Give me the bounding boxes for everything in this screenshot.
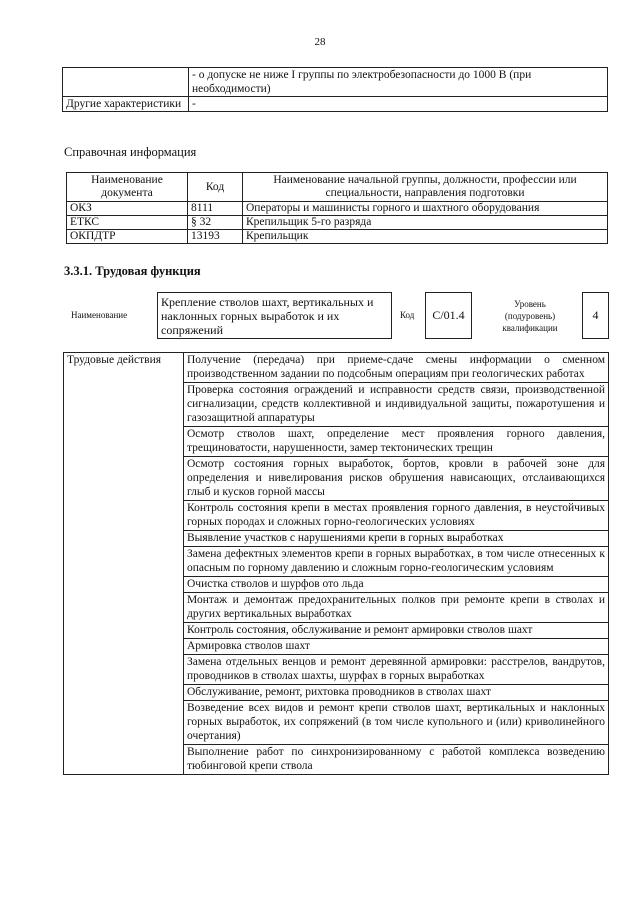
labor-action: Контроль состояния крепи в местах проявления горного давления, в неустойчивых горных породах и сложных горно-геологических условиях: [184, 501, 609, 531]
table-row: [67, 216, 608, 230]
table-cell: 8111: [188, 202, 243, 216]
labor-actions-table: [63, 352, 609, 775]
name-label: Наименование: [71, 310, 128, 320]
labor-action: Выявление участков с нарушениями крепи в горных выработках: [184, 531, 609, 547]
function-code-value: С/01.4: [432, 308, 465, 322]
labor-action: Возведение всех видов и ремонт крепи стволов шахт, вертикальных и наклонных горных выработок, их сопряжений (в том числе купольного и (или) криволинейного очертания): [184, 701, 609, 745]
table-row: [63, 68, 608, 97]
level-value: 4: [592, 308, 599, 322]
table-cell: ЕТКС: [67, 216, 188, 230]
table-cell: § 32: [188, 216, 243, 230]
code-label: Код: [400, 310, 415, 320]
table-row: [67, 202, 608, 216]
labor-action: Замена отдельных венцов и ремонт деревянной армировки: расстрелов, вандрутов, проводников в стволах шахты, шурфах в горных выработках: [184, 655, 609, 685]
labor-action: Выполнение работ по синхронизированному с работой комплекса возведению тюбинговой крепи ствола: [184, 745, 609, 775]
table-row: [63, 97, 608, 112]
labor-action: Армировка стволов шахт: [184, 639, 609, 655]
labor-action: Получение (передача) при приеме-сдаче смены информации о сменном производственном задании по подсобным операциям при геологических работах: [184, 353, 609, 383]
function-name-box: Крепление стволов шахт, вертикальных и наклонных горных выработок и их сопряжений: [157, 292, 392, 339]
header-cell: Код: [188, 173, 243, 202]
table-cell: - о допуске не ниже I группы по электробезопасности до 1000 В (при необходимости): [189, 68, 608, 97]
function-code-box: [425, 292, 472, 339]
table-cell: -: [189, 97, 608, 112]
labor-action: Осмотр стволов шахт, определение мест проявления горного давления, трещиноватости, нарушенности, замер тектонических трещин: [184, 427, 609, 457]
table-cell: 13193: [188, 230, 243, 244]
requirements-table: [62, 67, 608, 112]
table-cell: Крепильщик: [243, 230, 608, 244]
header-cell: Наименование начальной группы, должности, профессии или специальности, направления подготовки: [243, 173, 608, 202]
table-cell: ОКЗ: [67, 202, 188, 216]
table-row: [64, 353, 609, 383]
header-cell: Наименование документа: [67, 173, 188, 202]
table-cell: Другие характеристики: [63, 97, 189, 112]
labor-action: Обслуживание, ремонт, рихтовка проводников в стволах шахт: [184, 685, 609, 701]
labor-action: Замена дефектных элементов крепи в горных выработках, в том числе отнесенных к опасным по горному давлению и сложным горно-геологическим условиям: [184, 547, 609, 577]
level-label: Уровень (подуровень) квалификации: [502, 299, 558, 333]
labor-action: Монтаж и демонтаж предохранительных полков при ремонте крепи в стволах и других вертикальных выработках: [184, 593, 609, 623]
reference-table: [66, 172, 608, 244]
labor-action: Проверка состояния ограждений и исправности средств связи, производственной сигнализации, средств коллективной и индивидуальной защиты, пожаротушения и газозащитной аппаратуры: [184, 383, 609, 427]
table-cell: Операторы и машинисты горного и шахтного оборудования: [243, 202, 608, 216]
level-box: [582, 292, 609, 339]
page-number: 28: [314, 36, 326, 48]
table-row: [67, 230, 608, 244]
labor-action: Осмотр состояния горных выработок, бортов, кровли в рабочей зоне для определения и нивелирования рисков обрушения нависающих, отслаивающихся глыб и кусков горной массы: [184, 457, 609, 501]
table-header-row: [67, 173, 608, 202]
function-title: 3.3.1. Трудовая функция: [64, 264, 201, 278]
labor-actions-label: Трудовые действия: [64, 353, 184, 775]
table-cell: ОКПДТР: [67, 230, 188, 244]
labor-action: Контроль состояния, обслуживание и ремонт армировки стволов шахт: [184, 623, 609, 639]
reference-heading: Справочная информация: [64, 145, 197, 159]
labor-action: Очистка стволов и шурфов ото льда: [184, 577, 609, 593]
table-cell: [63, 68, 189, 97]
table-cell: Крепильщик 5-го разряда: [243, 216, 608, 230]
